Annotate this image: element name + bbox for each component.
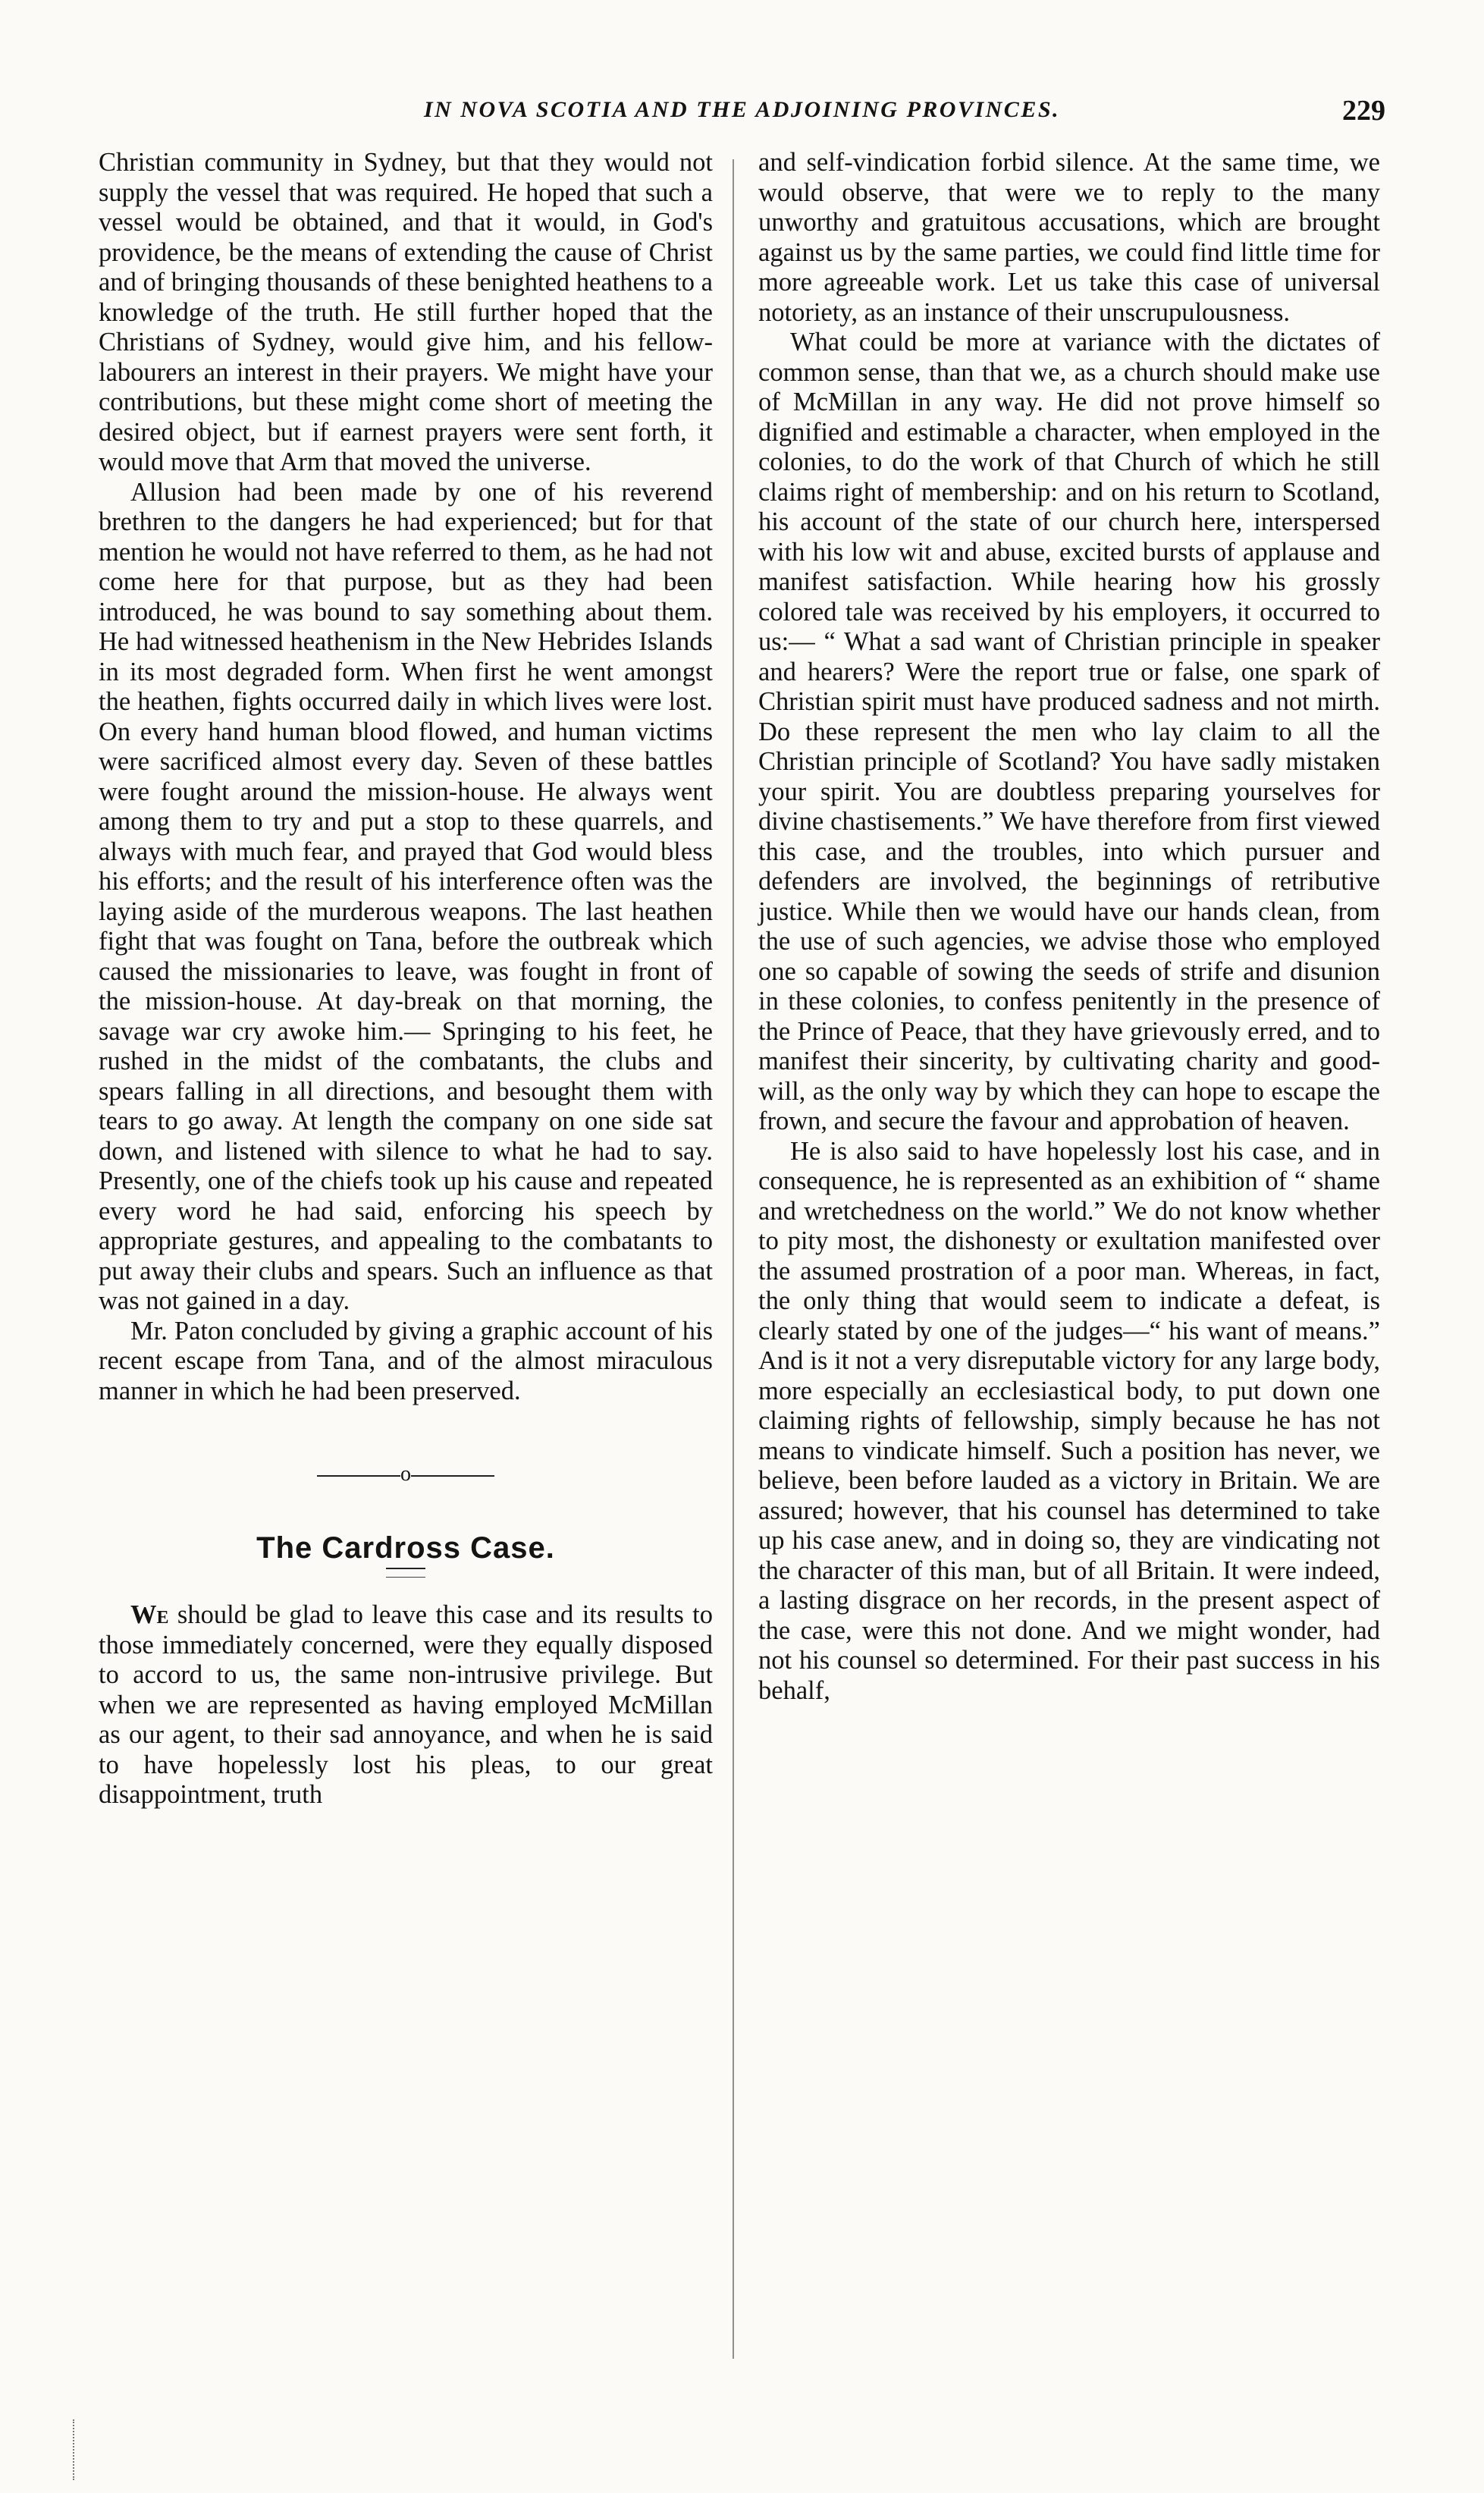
paragraph: and self-vindication forbid silence. At the same time, we would observe, that were we to reply to the many unworthy and gratuitous accusations, which are brought against us by the same parties, we could find little time for more agreeable work. Let us take this case of universal notoriety, as an instance of their unscrupulousness.	[758, 148, 1380, 327]
section-heading: The Cardross Case.	[256, 1531, 555, 1565]
column-divider	[733, 159, 734, 2359]
paragraph: Christian community in Sydney, but that they would not supply the vessel that was required. He hoped that such a vessel would be obtained, and that it would, in God's providence, be the means of extending the cause of Christ and of bringing thousands of these benighted heathens to a knowledge of the truth. He still further hoped that the Christians of Sydney, would give him, and his fellow-labourers an interest in their prayers. We might have your contributions, but these might come short of meeting the desired object, but if earnest prayers were sent forth, it would move that Arm that moved the universe.	[99, 148, 713, 476]
separator-rule-right	[411, 1475, 494, 1477]
paragraph: What could be more at variance with the dictates of common sense, than that we, as a church should make use of McMillan in any way. He did not prove himself so dignified and estimable a character, when employed in the colonies, to do the work of that Church of which he still claims right of membership: and on his return to Scotland, his account of the state of our church here, interspersed with his low wit and abuse, excited bursts of applause and manifest satisfaction. While hearing how his grossly colored tale was received by his employers, it occurred to us:— “ What a sad want of Christian principle in speaker and hearers? Were the report true or false, one spark of Christian spirit must have produced sadness and not mirth. Do these represent the men who lay claim to all the Christian principle of Scotland? You have sadly mistaken your spirit. You are doubtless preparing yourselves for divine chastisements.” We have therefore from first viewed this case, and the troubles, into which pursuer and defenders are involved, the beginnings of retributive justice. While then we would have our hands clean, from the use of such agencies, we advise those who employed one so capable of sowing the seeds of strife and disunion in these colonies, to confess penitently in the presence of the Prince of Peace, that they have grievously erred, and to manifest their sincerity, by cultivating charity and good-will, as the only way by which they can hope to escape the frown, and secure the favour and approbation of heaven.	[758, 328, 1380, 1135]
section-paragraph	[99, 1600, 713, 1810]
margin-mark	[73, 2419, 77, 2480]
left-column	[99, 148, 713, 1810]
paragraph: Allusion had been made by one of his reverend brethren to the dangers he had experienced; but for that mention he would not have referred to them, as he had not come here for that purpose, but as they had been introduced, he was bound to say something about them. He had witnessed heathenism in the New Hebrides Islands in its most degraded form. When first he went amongst the heathen, fights occurred daily in which lives were lost. On every hand human blood flowed, and human victims were sacrificed almost every day. Seven of these battles were fought around the mission-house. He always went among them to try and put a stop to these quarrels, and always with much fear, and prayed that God would bless his efforts; and the result of his interference often was the laying aside of the murderous weapons. The last heathen fight that was fought on Tana, before the outbreak which caused the missionaries to leave, was fought in front of the mission-house. At day-break on that morning, the savage war cry awoke him.— Springing to his feet, he rushed in the midst of the combatants, the clubs and spears falling in all directions, and besought them with tears to go away. At length the company on one side sat down, and listened with silence to what he had to say. Presently, one of the chiefs took up his cause and repeated every word he had said, enforcing his speech by appropriate gestures, and appealing to the combatants to put away their clubs and spears. Such an influence as that was not gained in a day.	[99, 477, 713, 1315]
separator-mark: o	[400, 1462, 411, 1486]
paragraph: He is also said to have hopelessly lost his case, and in consequence, he is represented as an exhibition of “ shame and wretchedness on the world.” We do not know whether to pity most, the dishonesty or exultation manifested over the assumed prostration of a poor man. Whereas, in fact, the only thing that would seem to indicate a defeat, is clearly stated by one of the judges—“ his want of means.” And is it not a very disreputable victory for any large body, more especially an ecclesiastical body, to put down one claiming rights of fellowship, simply because he has not means to vindicate himself. Such a position has never, we believe, been before lauded as a victory in Britain. We are assured; however, that his counsel has determined to take up his case anew, and in doing so, they are vindicating not the character of this man, but of all Britain. It were indeed, a lasting disgrace on her records, in the present aspect of the case, were this not done. And we might wonder, had not his counsel so determined. For their past success in his behalf,	[758, 1136, 1380, 1705]
heading-flourish	[386, 1568, 425, 1578]
separator-rule-left	[317, 1475, 400, 1477]
right-column	[758, 148, 1380, 1706]
section-paragraph-text: should be glad to leave this case and its results to those immediately concerned, were they equally disposed to accord to us, the same non-intrusive privilege. But when we are represented as having employed McMillan as our agent, to their sad annoyance, and when he is said to have hopelessly lost his pleas, to our great disappointment, truth	[99, 1600, 713, 1809]
section-first-word: We	[130, 1600, 169, 1629]
paragraph: Mr. Paton concluded by giving a graphic account of his recent escape from Tana, and of the almost miraculous manner in which he had been preserved.	[99, 1316, 713, 1405]
section-separator	[99, 1459, 713, 1490]
page-number: 229	[1342, 95, 1385, 127]
running-title: IN NOVA SCOTIA AND THE ADJOINING PROVINCES.	[423, 97, 1061, 122]
running-head	[99, 97, 1385, 143]
